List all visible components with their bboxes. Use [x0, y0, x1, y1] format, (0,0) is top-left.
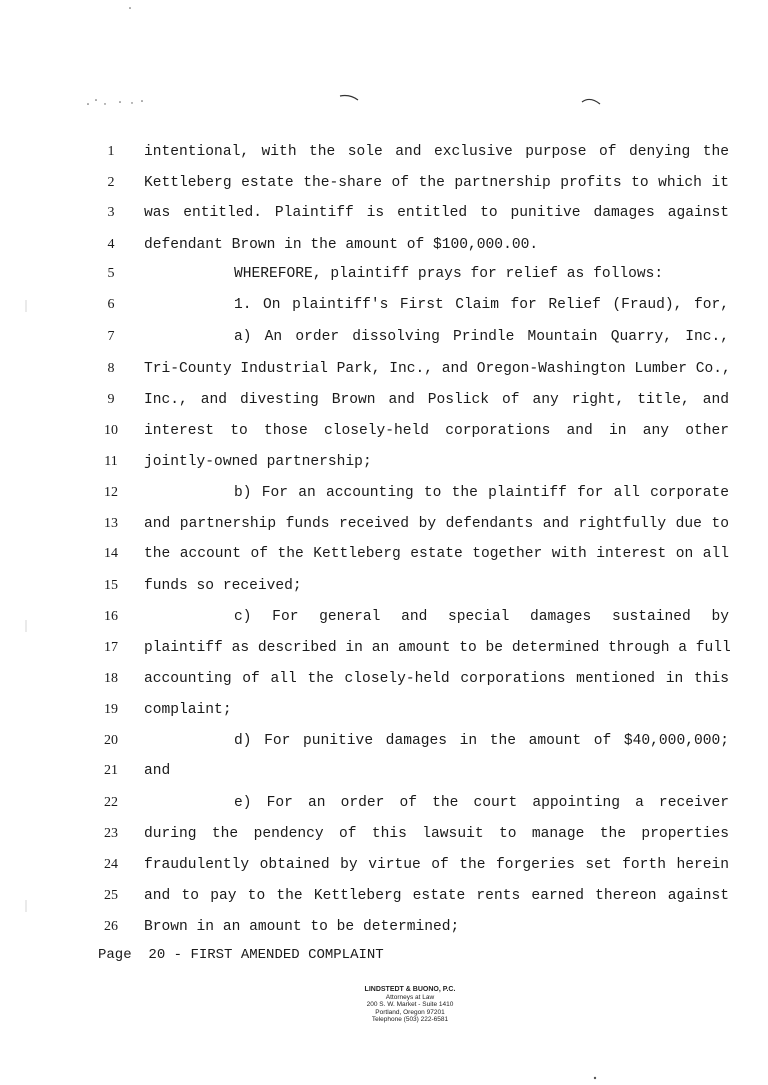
line-text: e) For an order of the court appointing a receiver — [234, 795, 729, 811]
line-text: 1. On plaintiff's First Claim for Relief (Fraud), for, — [234, 297, 729, 313]
line-text: c) For general and special damages sustained by — [234, 609, 729, 625]
pleading-line — [0, 482, 768, 504]
pleading-line — [0, 420, 768, 442]
line-text: d) For punitive damages in the amount of $40,000,000; — [234, 733, 729, 749]
line-text: intentional, with the sole and exclusive purpose of denying the — [144, 144, 729, 160]
page-label: Page — [98, 947, 132, 963]
line-text: was entitled. Plaintiff is entitled to punitive damages against — [144, 205, 729, 221]
line-number: 21 — [104, 763, 118, 778]
line-text: plaintiff as described in an amount to be determined through a full — [144, 640, 731, 656]
pleading-line — [0, 916, 768, 938]
line-text: during the pendency of this lawsuit to manage the properties — [144, 826, 729, 842]
pleading-line — [0, 358, 768, 380]
line-number: 8 — [107, 361, 115, 376]
document-title: - FIRST AMENDED COMPLAINT — [173, 947, 384, 963]
line-text: fraudulently obtained by virtue of the forgeries set forth herein — [144, 857, 729, 873]
firm-line-3: 200 S. W. Market - Suite 1410 — [366, 1001, 454, 1008]
line-text: complaint; — [144, 702, 232, 718]
pleading-line — [0, 234, 768, 256]
line-number: 9 — [107, 392, 115, 407]
line-number: 16 — [104, 609, 118, 624]
line-number: 7 — [107, 329, 115, 344]
pleading-line — [0, 575, 768, 597]
line-number: 24 — [104, 857, 118, 872]
pleading-line — [0, 823, 768, 845]
line-text: and to pay to the Kettleberg estate rents earned thereon against — [144, 888, 729, 904]
line-number: 11 — [104, 454, 118, 469]
pleading-line — [0, 637, 768, 659]
line-text: Tri-County Industrial Park, Inc., and Oregon-Washington Lumber Co., — [144, 361, 731, 377]
line-text: the account of the Kettleberg estate together with interest on all — [144, 546, 729, 562]
line-number: 20 — [104, 733, 118, 748]
firm-line-4: Portland, Oregon 97201 — [375, 1008, 445, 1016]
line-text: b) For an accounting to the plaintiff for all corporate — [234, 485, 729, 501]
line-number: 13 — [104, 516, 118, 531]
line-number: 4 — [107, 237, 115, 252]
pleading-line — [0, 606, 768, 628]
line-text: accounting of all the closely-held corporations mentioned in this — [144, 671, 729, 687]
line-text: jointly-owned partnership; — [144, 454, 372, 470]
firm-name: LINDSTEDT & BUONO, P.C. — [364, 986, 456, 993]
line-text: and partnership funds received by defendants and rightfully due to — [144, 516, 729, 532]
line-text: WHEREFORE, plaintiff prays for relief as follows: — [234, 266, 664, 282]
line-number: 5 — [107, 266, 115, 281]
line-number: 1 — [107, 144, 115, 159]
line-text: interest to those closely-held corporations and in any other — [144, 423, 729, 439]
line-number: 17 — [104, 640, 118, 655]
line-number: 14 — [104, 546, 118, 561]
page-footer — [98, 944, 384, 966]
pleading-line — [0, 668, 768, 690]
pleading-line — [0, 699, 768, 721]
line-number: 3 — [107, 205, 115, 220]
line-number: 23 — [104, 826, 118, 841]
line-number: 2 — [107, 175, 115, 190]
line-number: 18 — [104, 671, 118, 686]
page-number: 20 — [148, 947, 166, 963]
line-number: 15 — [104, 578, 118, 593]
pleading-line — [0, 172, 768, 194]
pleading-line — [0, 760, 768, 782]
line-text: defendant Brown in the amount of $100,000.00. — [144, 237, 539, 253]
line-number: 12 — [104, 485, 118, 500]
firm-stamp — [340, 986, 480, 1024]
pleading-line — [0, 263, 768, 285]
pleading-line — [0, 294, 768, 316]
pleading-line — [0, 202, 768, 224]
line-text: Brown in an amount to be determined; — [144, 919, 460, 935]
line-number: 22 — [104, 795, 118, 810]
line-number: 25 — [104, 888, 118, 903]
pleading-line — [0, 730, 768, 752]
pleading-line — [0, 326, 768, 348]
line-text: Inc., and divesting Brown and Poslick of any right, title, and — [144, 392, 729, 408]
line-number: 26 — [104, 919, 118, 934]
pleading-line — [0, 513, 768, 535]
pleading-line — [0, 543, 768, 565]
line-number: 19 — [104, 702, 118, 717]
pleading-line — [0, 885, 768, 907]
line-text: funds so received; — [144, 578, 302, 594]
pleading-line — [0, 792, 768, 814]
firm-line-2: Attorneys at Law — [385, 993, 435, 1001]
line-text: a) An order dissolving Prindle Mountain Quarry, Inc., — [234, 329, 729, 345]
line-number: 6 — [107, 297, 115, 312]
pleading-line — [0, 389, 768, 411]
line-number: 10 — [104, 423, 118, 438]
line-text: Kettleberg estate the-share of the partnership profits to which it — [144, 175, 729, 191]
firm-line-5: Telephone (503) 222-6581 — [371, 1016, 449, 1023]
pleading-line — [0, 854, 768, 876]
line-text: and — [144, 763, 171, 779]
pleading-line — [0, 141, 768, 163]
pleading-line — [0, 451, 768, 473]
